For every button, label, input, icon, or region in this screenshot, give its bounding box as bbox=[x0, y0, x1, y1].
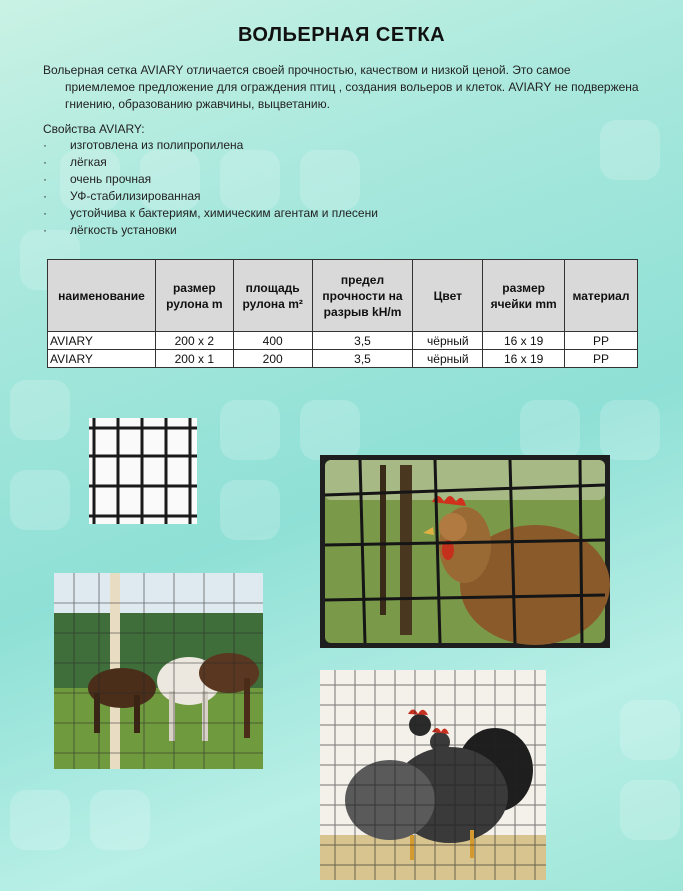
cell-strength: 3,5 bbox=[312, 350, 413, 368]
col-header-area: площадь рулона m² bbox=[233, 260, 312, 332]
col-header-material: материал bbox=[565, 260, 638, 332]
cell-area: 400 bbox=[233, 332, 312, 350]
spec-table bbox=[47, 259, 638, 368]
properties-heading: Свойства AVIARY: bbox=[43, 122, 145, 136]
col-header-color: Цвет bbox=[413, 260, 483, 332]
col-header-strength: предел прочности на разрыв kH/m bbox=[312, 260, 413, 332]
table-row bbox=[48, 350, 638, 368]
cell-name: AVIARY bbox=[48, 350, 156, 368]
bullet: · bbox=[43, 206, 47, 220]
cell-name: AVIARY bbox=[48, 332, 156, 350]
bullet: · bbox=[43, 223, 47, 237]
bullet: · bbox=[43, 138, 47, 152]
cell-color: чёрный bbox=[413, 332, 483, 350]
col-header-roll-size: размер рулона m bbox=[155, 260, 233, 332]
cell-mesh: 16 х 19 bbox=[483, 332, 565, 350]
list-item: · устойчива к бактериям, химическим агентам и плесени bbox=[43, 206, 378, 220]
cell-mesh: 16 х 19 bbox=[483, 350, 565, 368]
intro-rest: приемлемое предложение для ограждения птиц , создания вольеров и клеток. AVIARY не подвержена гниению, образованию ржавчины, выцветанию. bbox=[65, 80, 639, 111]
intro-first-line: Вольерная сетка AVIARY отличается своей прочностью, качеством и низкой ценой. Это самое bbox=[43, 63, 571, 77]
table-row bbox=[48, 332, 638, 350]
list-item: · изготовлена из полипропилена bbox=[43, 138, 244, 152]
chickens-behind-net-photo bbox=[320, 670, 546, 880]
cell-material: PP bbox=[565, 332, 638, 350]
cell-roll-size: 200 х 1 bbox=[155, 350, 233, 368]
bullet: · bbox=[43, 172, 47, 186]
cell-roll-size: 200 х 2 bbox=[155, 332, 233, 350]
cell-area: 200 bbox=[233, 350, 312, 368]
list-item: · лёгкая bbox=[43, 155, 107, 169]
page-title: ВОЛЬЕРНАЯ СЕТКА bbox=[237, 24, 446, 46]
cell-strength: 3,5 bbox=[312, 332, 413, 350]
intro-paragraph bbox=[43, 62, 643, 113]
col-header-name: наименование bbox=[48, 260, 156, 332]
mesh-sample-photo bbox=[89, 418, 197, 524]
bullet: · bbox=[43, 155, 47, 169]
table-header-row bbox=[48, 260, 638, 332]
properties-list bbox=[43, 137, 378, 239]
horses-behind-net-photo bbox=[54, 573, 263, 769]
list-item: · очень прочная bbox=[43, 172, 152, 186]
cell-color: чёрный bbox=[413, 350, 483, 368]
rooster-behind-net-photo bbox=[320, 455, 610, 648]
list-item: · лёгкость установки bbox=[43, 223, 177, 237]
cell-material: PP bbox=[565, 350, 638, 368]
col-header-mesh: размер ячейки mm bbox=[483, 260, 565, 332]
bullet: · bbox=[43, 189, 47, 203]
list-item: · УФ-стабилизированная bbox=[43, 189, 201, 203]
